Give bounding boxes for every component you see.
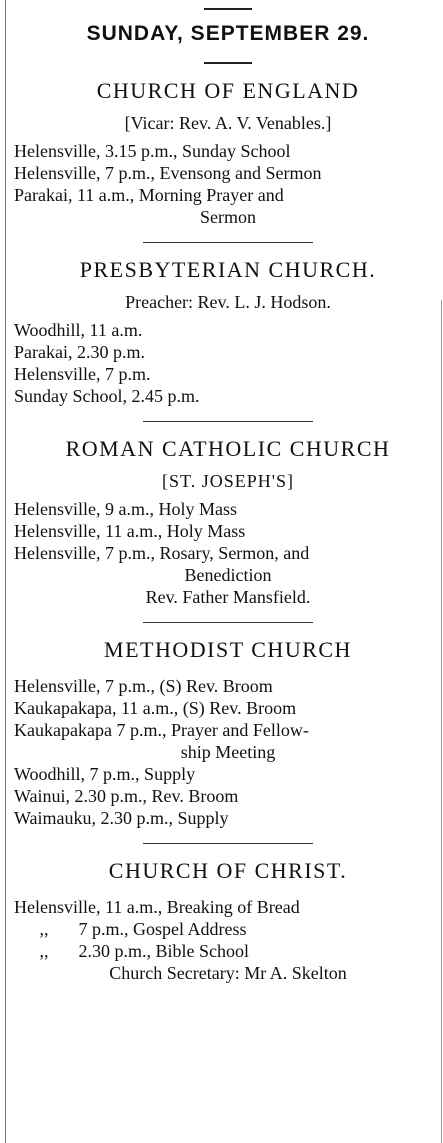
section-title: PRESBYTERIAN CHURCH. bbox=[79, 257, 377, 282]
service-detail: 2.30 p.m., Bible School bbox=[78, 941, 249, 961]
church-secretary: Church Secretary: Mr A. Skelton bbox=[109, 963, 347, 983]
service-line: Helensville, 7 p.m., Evensong and Sermon bbox=[14, 163, 322, 183]
service-line: Parakai, 11 a.m., Morning Prayer and bbox=[14, 185, 284, 205]
service-line: Parakai, 2.30 p.m. bbox=[14, 342, 145, 362]
section-subtitle: [Vicar: Rev. A. V. Venables.] bbox=[124, 113, 332, 133]
service-line: Kaukapakapa 7 p.m., Prayer and Fellow- bbox=[14, 720, 309, 740]
section-subtitle: Preacher: Rev. L. J. Hodson. bbox=[125, 292, 331, 312]
service-line: Wainui, 2.30 p.m., Rev. Broom bbox=[14, 786, 239, 806]
section-subtitle: [ST. JOSEPH'S] bbox=[162, 471, 294, 491]
section-divider bbox=[143, 843, 313, 844]
service-line-continued: Benediction bbox=[184, 565, 272, 585]
column-rule-left bbox=[5, 0, 6, 1143]
section-title: ROMAN CATHOLIC CHURCH bbox=[65, 436, 391, 461]
service-line-ditto bbox=[14, 918, 442, 940]
service-line: Helensville, 9 a.m., Holy Mass bbox=[14, 499, 237, 519]
church-notices-column bbox=[14, 0, 442, 984]
service-line: Waimauku, 2.30 p.m., Supply bbox=[14, 808, 229, 828]
service-line: Helensville, 11 a.m., Breaking of Bread bbox=[14, 897, 300, 917]
section-roman-catholic-church bbox=[14, 436, 442, 608]
section-presbyterian-church bbox=[14, 257, 442, 407]
service-detail: 7 p.m., Gospel Address bbox=[78, 919, 247, 939]
section-divider bbox=[143, 242, 313, 243]
section-church-of-england bbox=[14, 78, 442, 228]
service-line: Woodhill, 11 a.m. bbox=[14, 320, 143, 340]
section-divider bbox=[143, 622, 313, 623]
section-methodist-church bbox=[14, 637, 442, 829]
service-line-ditto bbox=[14, 940, 442, 962]
date-heading: SUNDAY, SEPTEMBER 29. bbox=[86, 22, 370, 45]
service-line: Kaukapakapa, 11 a.m., (S) Rev. Broom bbox=[14, 698, 297, 718]
service-line: Helensville, 11 a.m., Holy Mass bbox=[14, 521, 246, 541]
section-church-of-christ bbox=[14, 858, 442, 984]
section-divider bbox=[143, 421, 313, 422]
section-title: METHODIST CHURCH bbox=[104, 637, 352, 662]
ditto-mark: ,, bbox=[39, 919, 49, 939]
service-line-continued: ship Meeting bbox=[180, 742, 276, 762]
section-title: CHURCH OF CHRIST. bbox=[108, 858, 348, 883]
service-line: Helensville, 3.15 p.m., Sunday School bbox=[14, 141, 291, 161]
date-divider bbox=[204, 62, 252, 64]
service-line: Helensville, 7 p.m. bbox=[14, 364, 151, 384]
ditto-mark: ,, bbox=[39, 941, 49, 961]
service-line-continued: Sermon bbox=[200, 207, 256, 227]
service-line: Helensville, 7 p.m., (S) Rev. Broom bbox=[14, 676, 273, 696]
top-divider bbox=[204, 8, 252, 10]
priest-name: Rev. Father Mansfield. bbox=[145, 587, 311, 607]
service-line: Helensville, 7 p.m., Rosary, Sermon, and bbox=[14, 543, 310, 563]
section-title: CHURCH OF ENGLAND bbox=[96, 78, 360, 103]
service-line: Woodhill, 7 p.m., Supply bbox=[14, 764, 196, 784]
service-line: Sunday School, 2.45 p.m. bbox=[14, 386, 200, 406]
